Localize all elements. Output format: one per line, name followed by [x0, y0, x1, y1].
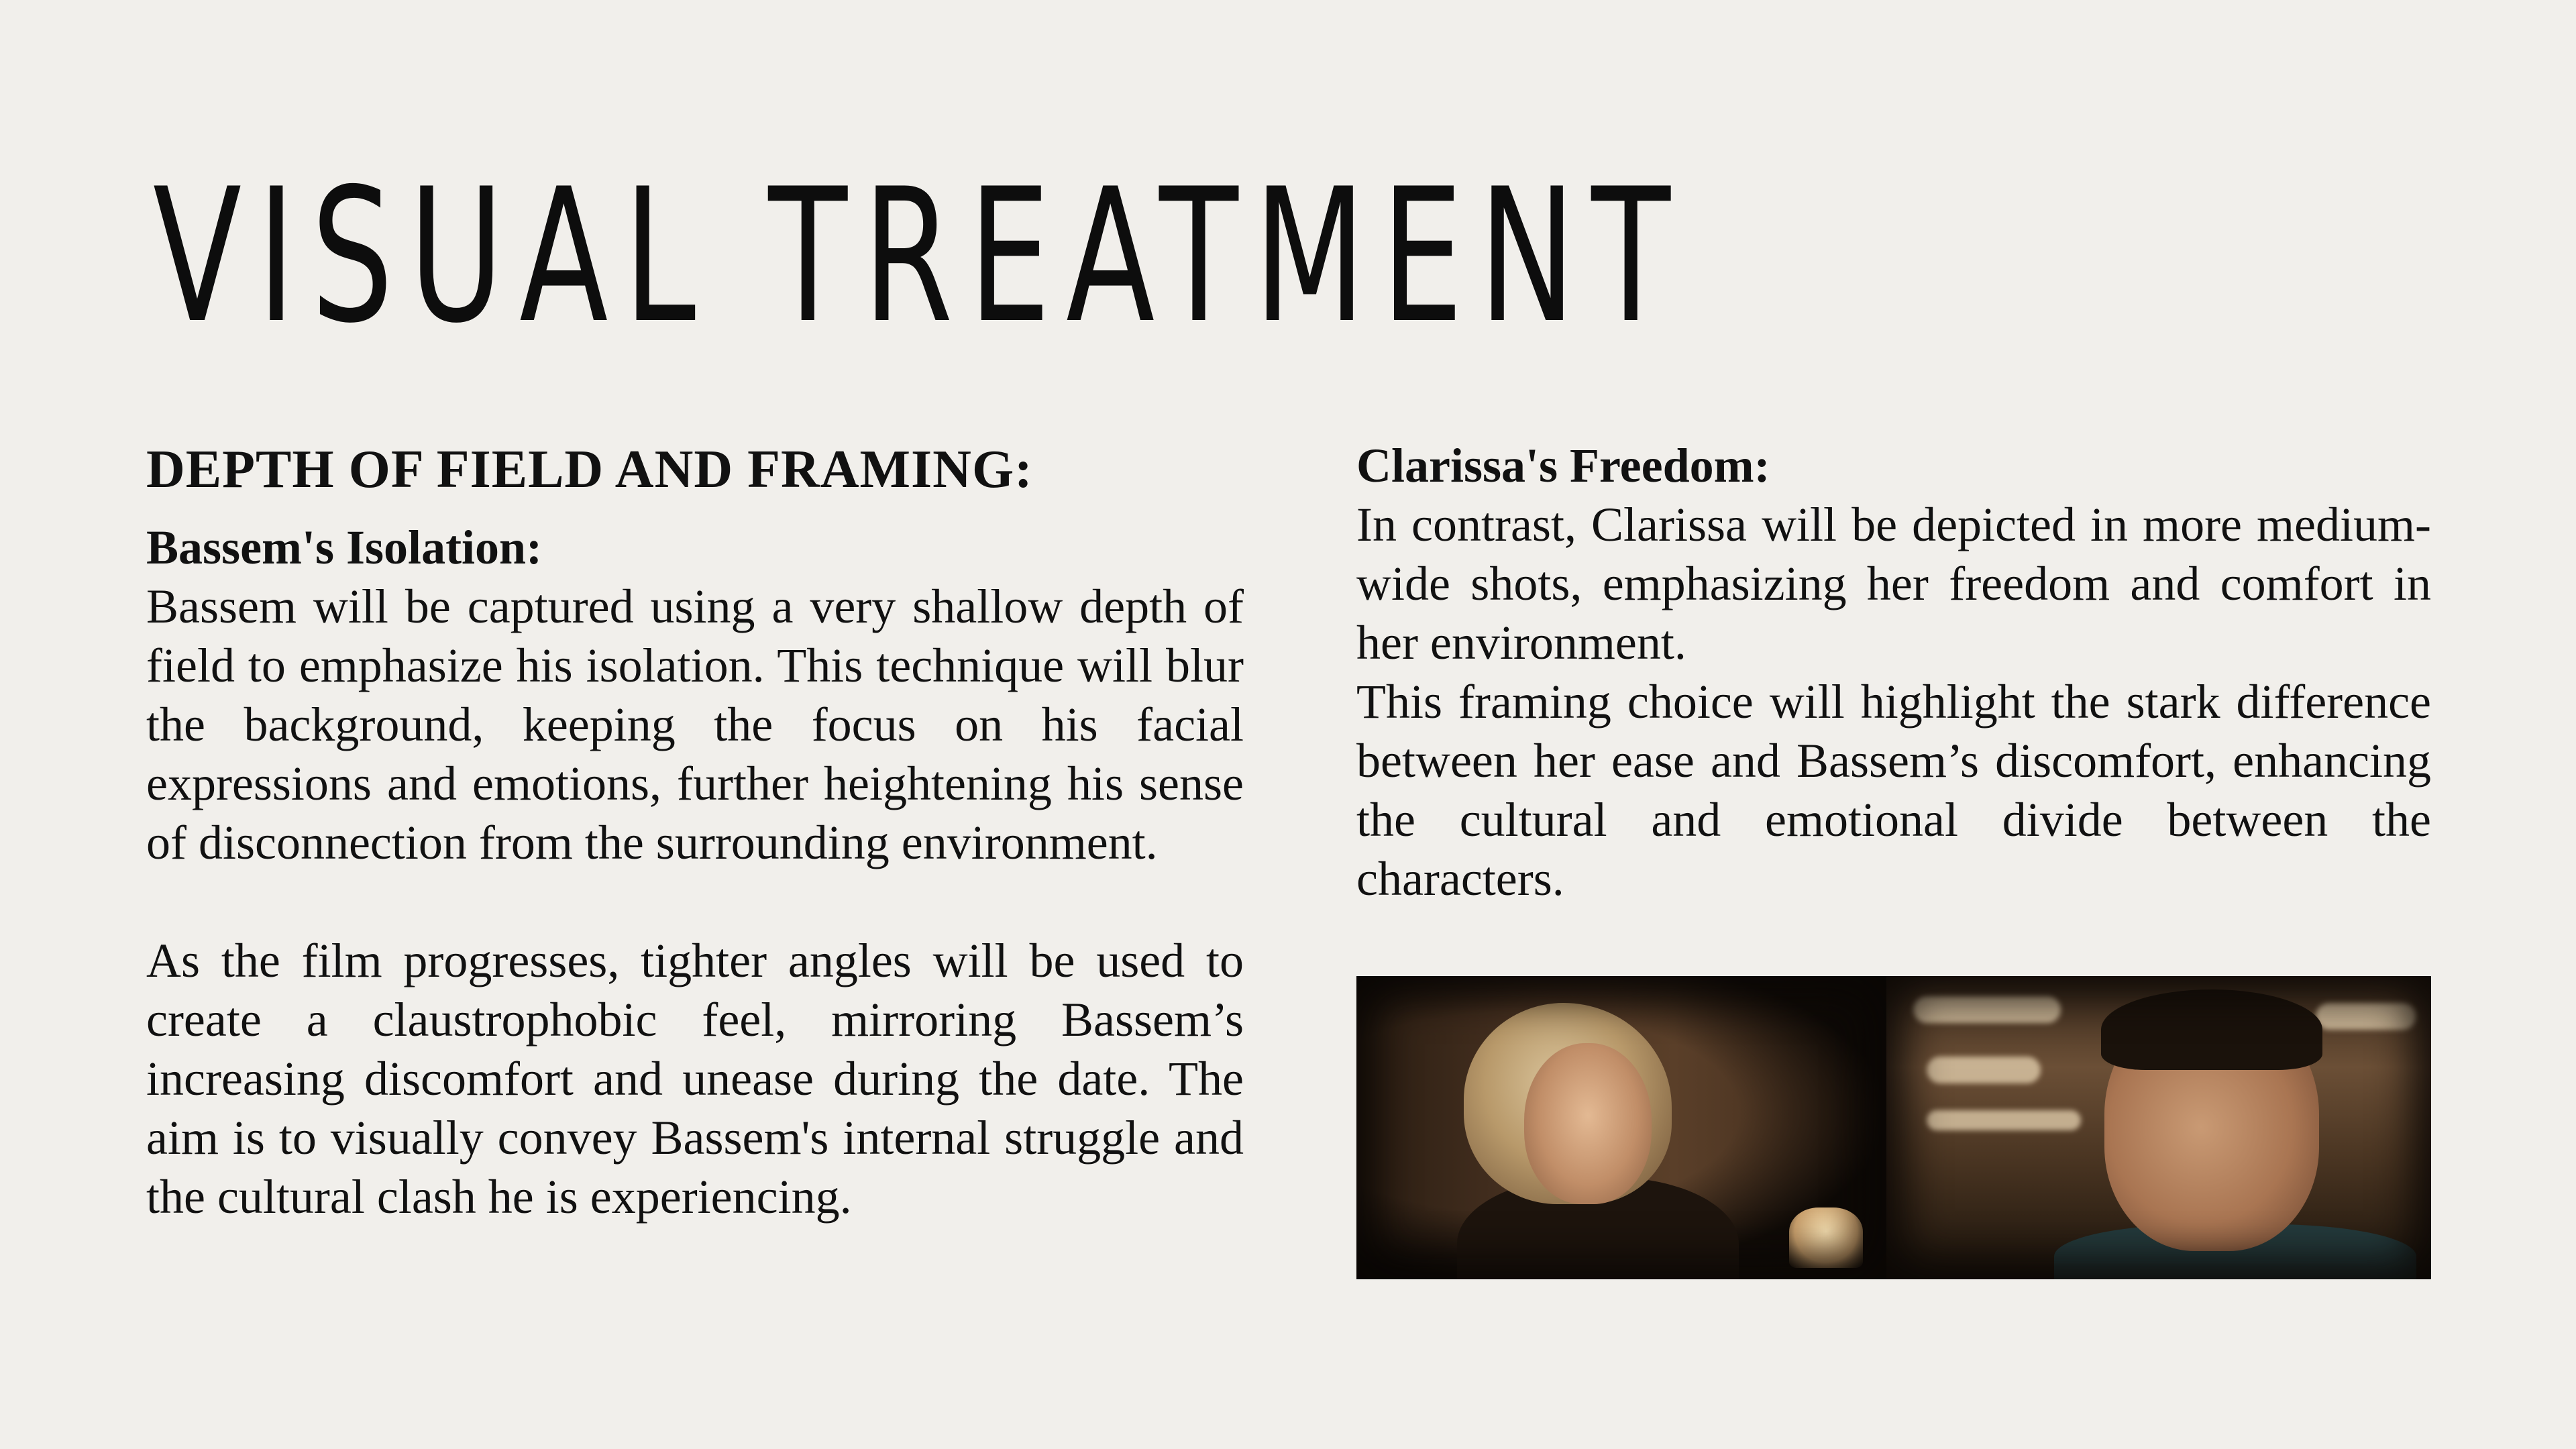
page-title: VISUAL TREATMENT: [153, 149, 1686, 364]
background-light: [2316, 1003, 2416, 1030]
background-light: [1927, 1110, 2081, 1130]
table-lamp: [1789, 1208, 1863, 1268]
framing-choice-paragraph: This framing choice will highlight the stark difference between her ease and Bassem’s discomfort, enhancing the cultural and emotional divide between the characters.: [1356, 675, 2431, 906]
background-light: [1913, 996, 2061, 1023]
bassem-isolation-heading: Bassem's Isolation:: [146, 521, 543, 574]
bassem-isolation-paragraph: Bassem will be captured using a very shallow depth of field to emphasize his isolation. This technique will blur the background, keeping the focus on his facial expressions and emotions, further heightening his sense of disconnection from the surrounding environment.: [146, 580, 1244, 869]
clarissa-freedom-heading: Clarissa's Freedom:: [1356, 439, 1770, 492]
clarissa-still: [1356, 976, 1886, 1279]
man-hair: [2101, 989, 2322, 1070]
progression-paragraph: As the film progresses, tighter angles will be used to create a claustrophobic feel, mirroring Bassem’s increasing discomfort and unease during the date. The aim is to visually convey Bassem's internal struggle and the cultural clash he is experiencing.: [146, 934, 1244, 1224]
bassem-still: [1886, 976, 2431, 1279]
background-light: [1927, 1057, 2041, 1083]
clarissa-freedom-paragraph: In contrast, Clarissa will be depicted in more medium-wide shots, emphasizing her freedom and comfort in her environment.: [1356, 498, 2431, 669]
section-heading: DEPTH OF FIELD AND FRAMING:: [146, 440, 1033, 499]
film-stills-image: [1356, 976, 2431, 1279]
left-column: [146, 436, 1244, 1226]
right-column: [1356, 436, 2431, 908]
woman-face: [1524, 1043, 1652, 1204]
